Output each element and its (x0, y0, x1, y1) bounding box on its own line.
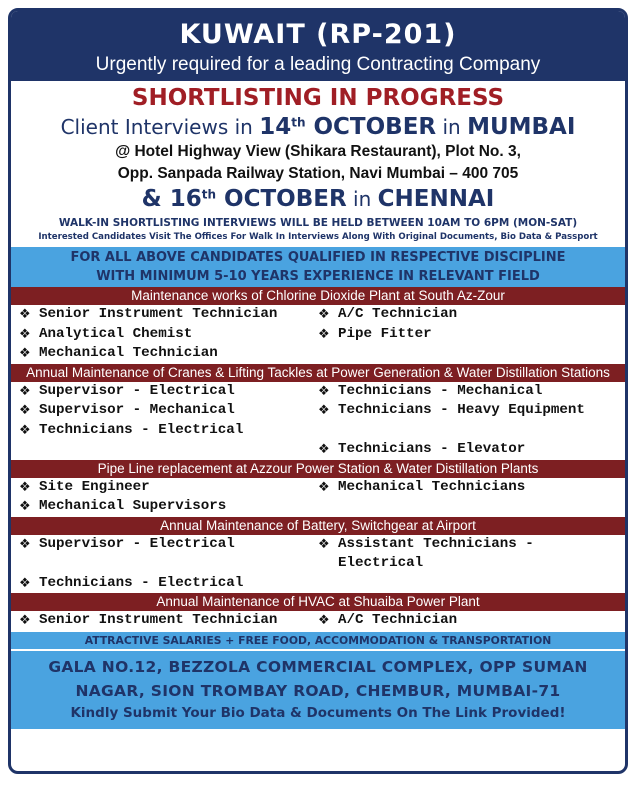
interview-chennai-prefix: & (141, 186, 170, 212)
diamond-bullet-icon: ❖ (19, 499, 31, 514)
job-title: Supervisor - Electrical (39, 535, 235, 552)
interview-chennai-city: CHENNAI (377, 186, 495, 212)
section-heading: Annual Maintenance of HVAC at Shuaiba Power Plant (11, 593, 625, 611)
interview-chennai-month: OCTOBER (216, 186, 347, 212)
venue-line-1: @ Hotel Highway View (Shikara Restaurant), Plot No. 3, (115, 143, 521, 160)
benefits-banner: ATTRACTIVE SALARIES + FREE FOOD, ACCOMMODATION & TRANSPORTATION (11, 632, 625, 649)
diamond-bullet-icon: ❖ (318, 442, 330, 457)
job-item (19, 325, 318, 345)
interview-chennai-suffix: th (201, 187, 217, 202)
job-title: Senior Instrument Technician (39, 612, 278, 628)
walkin-notice: WALK-IN SHORTLISTING INTERVIEWS WILL BE HELD BETWEEN 10AM TO 6PM (MON-SAT) (58, 217, 578, 229)
job-title: Mechanical Technicians (338, 478, 526, 495)
section-heading: Annual Maintenance of Battery, Switchgear at Airport (11, 517, 625, 535)
job-item (19, 478, 318, 498)
job-list (11, 611, 625, 631)
interview-mumbai-prefix: Client Interviews in (60, 115, 260, 139)
job-title: A/C Technician (338, 612, 458, 628)
visit-notice: Interested Candidates Visit The Offices For Walk In Interviews Along With Original Documents, Bio Data & Passport (38, 232, 598, 242)
advert-title: KUWAIT (RP-201) (179, 19, 457, 50)
job-title: Supervisor - Electrical (39, 382, 235, 399)
job-title: Technicians - Electrical (39, 421, 244, 438)
diamond-bullet-icon: ❖ (19, 403, 31, 418)
section-heading: Maintenance works of Chlorine Dioxide Plant at South Az-Zour (11, 287, 625, 305)
header-banner (11, 11, 625, 81)
job-item (19, 535, 318, 574)
diamond-bullet-icon: ❖ (19, 422, 31, 438)
diamond-bullet-icon: ❖ (19, 479, 31, 495)
job-item (19, 382, 318, 402)
diamond-bullet-icon: ❖ (318, 536, 330, 552)
job-title: Technicians - Electrical (39, 574, 244, 591)
diamond-bullet-icon: ❖ (19, 536, 31, 552)
job-item (318, 382, 617, 402)
diamond-bullet-icon: ❖ (19, 326, 31, 342)
job-item (19, 497, 318, 517)
job-title: Senior Instrument Technician (39, 306, 278, 322)
footer-banner (11, 651, 625, 729)
job-title: Mechanical Supervisors (39, 498, 227, 514)
diamond-bullet-icon: ❖ (19, 383, 31, 399)
job-item (318, 421, 617, 441)
diamond-bullet-icon: ❖ (19, 307, 31, 322)
diamond-bullet-icon: ❖ (318, 307, 330, 322)
job-item (318, 478, 617, 498)
advert-subtitle: Urgently required for a leading Contracting Company (95, 54, 541, 75)
job-sections (11, 287, 625, 631)
qualification-banner (11, 247, 625, 287)
job-title: A/C Technician (338, 306, 458, 322)
interview-mumbai-in: in (436, 115, 468, 139)
job-item (318, 325, 617, 345)
interview-chennai-day: 16 (169, 186, 202, 212)
office-address-line-2: NAGAR, SION TROMBAY ROAD, CHEMBUR, MUMBAI-71 (75, 681, 561, 700)
diamond-bullet-icon: ❖ (318, 613, 330, 628)
diamond-bullet-icon: ❖ (318, 383, 330, 399)
qualification-line-2: WITH MINIMUM 5-10 YEARS EXPERIENCE IN RELEVANT FIELD (96, 269, 540, 284)
job-item (19, 574, 318, 594)
diamond-bullet-icon: ❖ (318, 326, 330, 342)
submit-instruction: Kindly Submit Your Bio Data & Documents On The Link Provided! (70, 704, 566, 721)
job-item (19, 305, 318, 325)
interview-mumbai (11, 113, 625, 141)
job-item (19, 440, 318, 460)
job-item (318, 305, 617, 325)
interview-mumbai-day: 14 (259, 114, 292, 140)
job-title: Supervisor - Mechanical (39, 402, 235, 418)
diamond-bullet-icon: ❖ (318, 479, 330, 495)
job-item (318, 401, 617, 421)
interview-mumbai-month: OCTOBER (305, 114, 437, 140)
office-address-line-1: GALA NO.12, BEZZOLA COMMERCIAL COMPLEX, OPP SUMAN (48, 657, 588, 676)
job-list (11, 535, 625, 594)
job-item (19, 611, 318, 631)
job-list (11, 382, 625, 460)
venue-line-2: Opp. Sanpada Railway Station, Navi Mumbai – 400 705 (117, 165, 519, 182)
job-list (11, 305, 625, 364)
status-heading: SHORTLISTING IN PROGRESS (131, 85, 505, 111)
section-heading: Pipe Line replacement at Azzour Power Station & Water Distillation Plants (11, 460, 625, 478)
job-item (318, 440, 617, 460)
section-heading: Annual Maintenance of Cranes & Lifting Tackles at Power Generation & Water Distillation Stations (11, 364, 625, 382)
job-item (19, 344, 318, 364)
job-item (318, 611, 617, 631)
job-advert-frame (8, 8, 628, 774)
job-title: Technicians - Mechanical (338, 382, 543, 399)
venue-address (11, 141, 625, 185)
job-title: Assistant Technicians - Electrical (338, 535, 534, 571)
job-list (11, 478, 625, 517)
job-title: Mechanical Technician (39, 345, 218, 361)
interview-mumbai-suffix: th (291, 115, 306, 130)
qualification-line-1: FOR ALL ABOVE CANDIDATES QUALIFIED IN RESPECTIVE DISCIPLINE (70, 250, 566, 265)
job-item (19, 401, 318, 421)
job-title: Pipe Fitter (338, 325, 432, 342)
job-title: Technicians - Heavy Equipment (338, 402, 585, 418)
diamond-bullet-icon: ❖ (19, 575, 31, 591)
interview-chennai (11, 185, 625, 213)
job-title: Analytical Chemist (39, 325, 193, 342)
diamond-bullet-icon: ❖ (318, 403, 330, 418)
job-item (19, 421, 318, 441)
interview-mumbai-city: MUMBAI (467, 114, 576, 140)
job-item (318, 535, 617, 574)
interview-chennai-in: in (346, 187, 378, 211)
job-title: Site Engineer (39, 478, 150, 495)
diamond-bullet-icon: ❖ (19, 346, 31, 361)
diamond-bullet-icon: ❖ (19, 613, 31, 628)
job-title: Technicians - Elevator (338, 441, 526, 457)
